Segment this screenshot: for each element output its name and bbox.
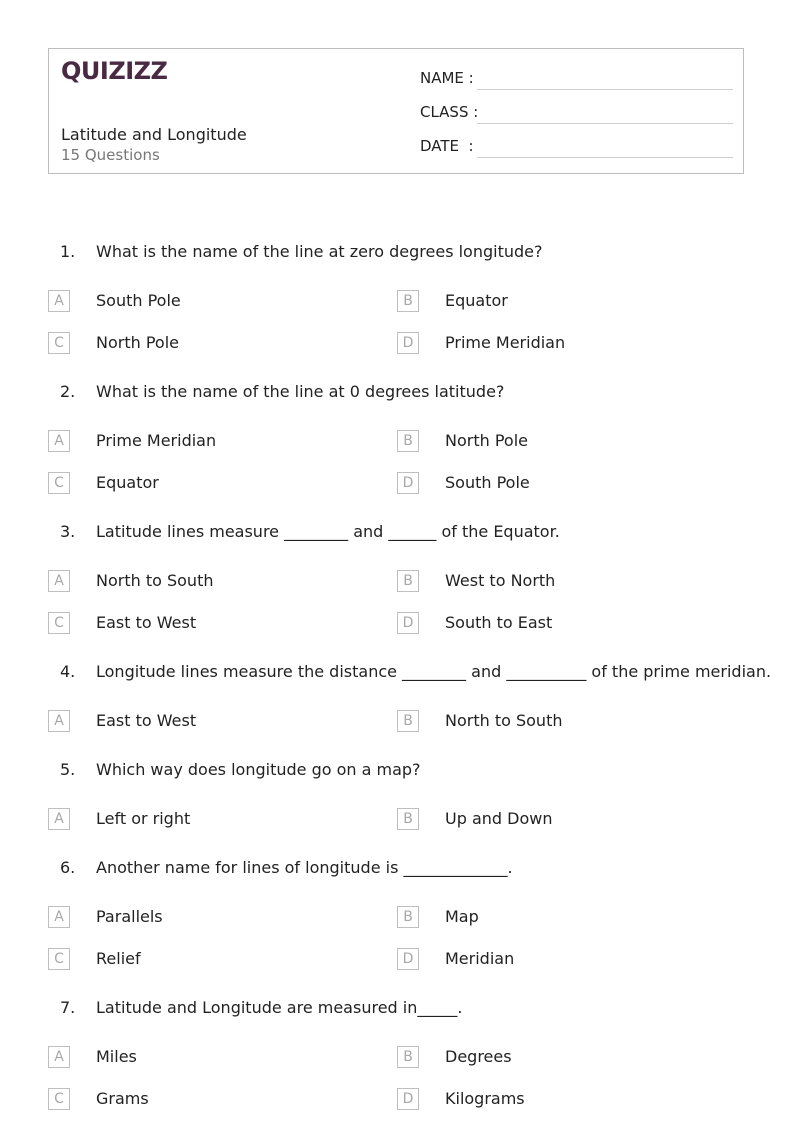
option-letter-box[interactable]: D (397, 948, 419, 970)
answer-option-d[interactable] (397, 612, 717, 636)
option-text: South to East (445, 613, 553, 632)
question-text: Longitude lines measure the distance ________ and __________ of the prime meridian. (96, 662, 772, 681)
answer-option-a[interactable] (48, 290, 368, 314)
option-letter-box[interactable]: A (48, 290, 70, 312)
option-letter-box[interactable]: B (397, 570, 419, 592)
option-letter-box[interactable]: A (48, 1046, 70, 1068)
option-letter-box[interactable]: B (397, 710, 419, 732)
question-text: What is the name of the line at 0 degrees latitude? (96, 382, 505, 401)
answer-option-b[interactable] (397, 808, 717, 832)
date-line (477, 157, 733, 158)
answer-option-c[interactable] (48, 948, 368, 972)
question-count: 15 Questions (61, 146, 160, 164)
option-letter-box[interactable]: B (397, 430, 419, 452)
question-number: 6. (60, 858, 76, 877)
option-letter-box[interactable]: C (48, 948, 70, 970)
option-letter-box[interactable]: A (48, 710, 70, 732)
question (0, 858, 794, 882)
option-text: Miles (96, 1047, 137, 1066)
option-text: Grams (96, 1089, 149, 1108)
option-text: North to South (96, 571, 214, 590)
name-line (477, 89, 733, 90)
option-letter-box[interactable]: B (397, 1046, 419, 1068)
answer-option-b[interactable] (397, 906, 717, 930)
question-number: 4. (60, 662, 76, 681)
option-text: Left or right (96, 809, 191, 828)
worksheet-title: Latitude and Longitude (61, 125, 247, 144)
answer-option-a[interactable] (48, 906, 368, 930)
option-text: Prime Meridian (96, 431, 217, 450)
class-line (477, 123, 733, 124)
option-text: South Pole (96, 291, 181, 310)
name-label: NAME : (420, 69, 474, 87)
question-text: Another name for lines of longitude is _____________. (96, 858, 513, 877)
option-letter-box[interactable]: A (48, 906, 70, 928)
question (0, 522, 794, 546)
option-text: Equator (96, 473, 159, 492)
option-letter-box[interactable]: C (48, 612, 70, 634)
question-text: What is the name of the line at zero degrees longitude? (96, 242, 543, 261)
option-text: Relief (96, 949, 141, 968)
option-letter-box[interactable]: D (397, 612, 419, 634)
answer-option-c[interactable] (48, 332, 368, 356)
answer-option-d[interactable] (397, 472, 717, 496)
question-number: 5. (60, 760, 76, 779)
option-letter-box[interactable]: B (397, 906, 419, 928)
worksheet-header (48, 48, 744, 174)
option-text: Parallels (96, 907, 163, 926)
answer-option-a[interactable] (48, 710, 368, 734)
answer-option-c[interactable] (48, 472, 368, 496)
answer-option-a[interactable] (48, 808, 368, 832)
option-text: Prime Meridian (445, 333, 566, 352)
option-letter-box[interactable]: A (48, 430, 70, 452)
question (0, 662, 794, 686)
answer-option-a[interactable] (48, 430, 368, 454)
answer-option-d[interactable] (397, 332, 717, 356)
question (0, 382, 794, 406)
option-text: Meridian (445, 949, 515, 968)
option-text: Map (445, 907, 479, 926)
answer-option-a[interactable] (48, 1046, 368, 1070)
question-text: Which way does longitude go on a map? (96, 760, 421, 779)
answer-option-b[interactable] (397, 570, 717, 594)
option-letter-box[interactable]: A (48, 808, 70, 830)
date-label: DATE : (420, 137, 474, 155)
option-text: North Pole (445, 431, 528, 450)
option-text: Equator (445, 291, 508, 310)
option-letter-box[interactable]: C (48, 332, 70, 354)
option-text: Degrees (445, 1047, 512, 1066)
answer-option-d[interactable] (397, 1088, 717, 1112)
question (0, 998, 794, 1022)
option-text: North to South (445, 711, 563, 730)
class-label: CLASS : (420, 103, 479, 121)
option-letter-box[interactable]: B (397, 290, 419, 312)
answer-option-b[interactable] (397, 1046, 717, 1070)
question-number: 3. (60, 522, 76, 541)
answer-option-c[interactable] (48, 612, 368, 636)
quizizz-logo: QUIZIZZ (61, 57, 168, 85)
answer-option-b[interactable] (397, 430, 717, 454)
answer-option-d[interactable] (397, 948, 717, 972)
question-text: Latitude lines measure ________ and ______ of the Equator. (96, 522, 560, 541)
question-number: 7. (60, 998, 76, 1017)
answer-option-c[interactable] (48, 1088, 368, 1112)
option-letter-box[interactable]: D (397, 332, 419, 354)
answer-option-b[interactable] (397, 290, 717, 314)
question-number: 1. (60, 242, 76, 261)
question-text: Latitude and Longitude are measured in_____. (96, 998, 463, 1017)
option-text: North Pole (96, 333, 179, 352)
option-text: South Pole (445, 473, 530, 492)
option-letter-box[interactable]: D (397, 472, 419, 494)
option-letter-box[interactable]: C (48, 1088, 70, 1110)
option-text: West to North (445, 571, 556, 590)
option-text: East to West (96, 613, 197, 632)
option-text: Kilograms (445, 1089, 525, 1108)
option-text: East to West (96, 711, 197, 730)
answer-option-b[interactable] (397, 710, 717, 734)
question-number: 2. (60, 382, 76, 401)
option-letter-box[interactable]: D (397, 1088, 419, 1110)
question (0, 242, 794, 266)
option-letter-box[interactable]: B (397, 808, 419, 830)
option-text: Up and Down (445, 809, 553, 828)
option-letter-box[interactable]: A (48, 570, 70, 592)
option-letter-box[interactable]: C (48, 472, 70, 494)
answer-option-a[interactable] (48, 570, 368, 594)
question (0, 760, 794, 784)
